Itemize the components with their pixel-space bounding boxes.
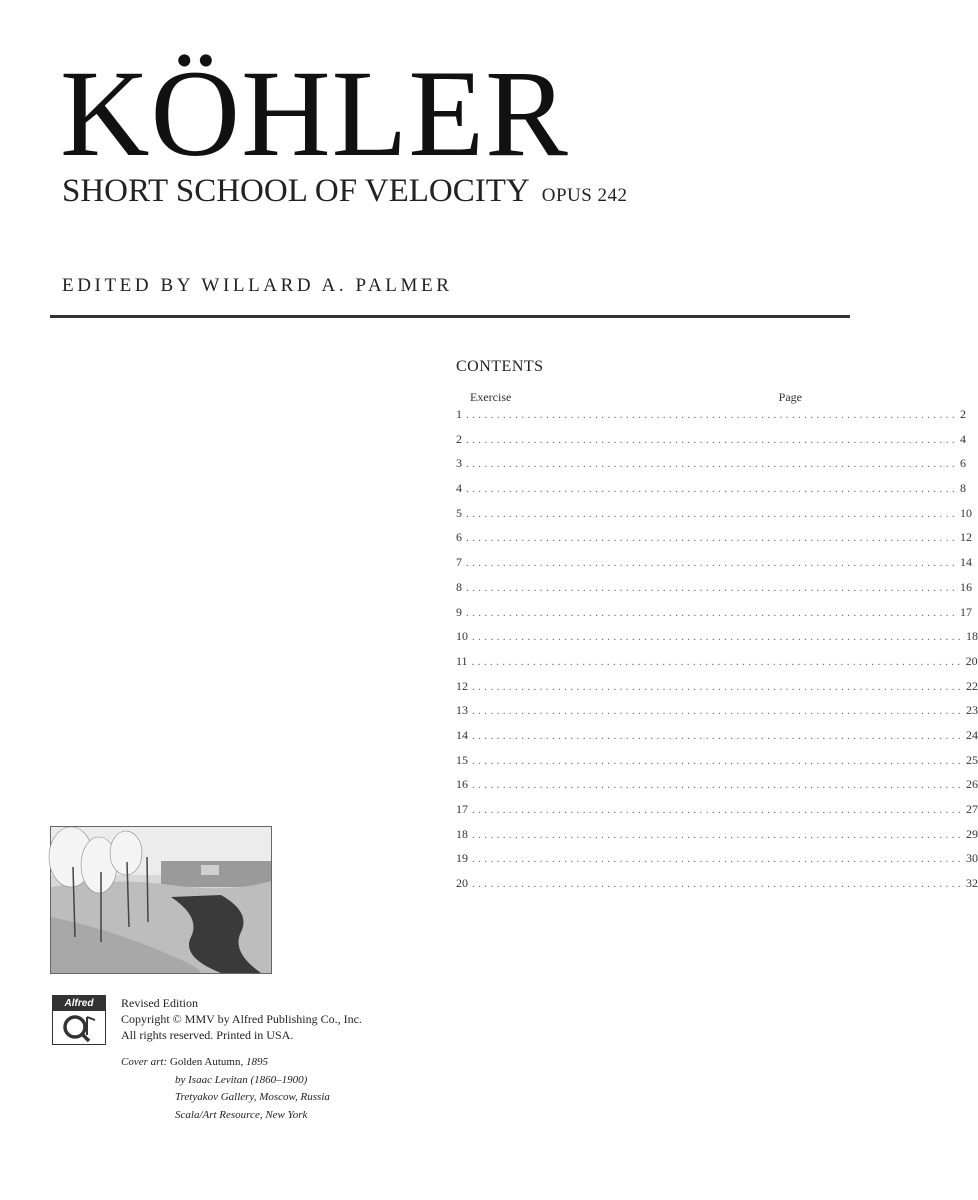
contents-row xyxy=(456,678,978,704)
page-number: 12 xyxy=(960,530,972,545)
page-number: 24 xyxy=(966,727,978,742)
work-title-text: SHORT SCHOOL OF VELOCITY xyxy=(62,173,530,209)
exercise-number: 10 xyxy=(456,629,468,644)
exercise-number: 19 xyxy=(456,851,468,866)
exercise-number: 5 xyxy=(456,505,462,520)
exercise-number: 7 xyxy=(456,555,462,570)
exercise-number: 1 xyxy=(456,407,462,421)
leader-dots: ................................................................................ xyxy=(472,828,964,841)
work-title xyxy=(62,173,628,210)
leader-dots: ................................................................................ xyxy=(466,557,958,570)
exercise-number: 15 xyxy=(456,752,468,767)
cover-art-credit xyxy=(121,1054,330,1124)
leader-dots: ................................................................................ xyxy=(472,878,964,891)
cover-art-line xyxy=(121,1054,330,1072)
leader-dots: ................................................................................ xyxy=(466,581,958,594)
exercise-number: 3 xyxy=(456,456,462,471)
leader-dots: ................................................................................ xyxy=(472,631,964,644)
cover-art-title: Golden Autumn, xyxy=(169,1056,244,1068)
editor-credit: EDITED BY WILLARD A. PALMER xyxy=(62,275,453,296)
page-number: 20 xyxy=(965,653,978,668)
exercise-number: 6 xyxy=(456,530,462,545)
rights-text: All rights reserved. Printed in USA. xyxy=(121,1028,294,1042)
page-number: 26 xyxy=(966,777,978,792)
leader-dots: ................................................................................ xyxy=(466,507,958,520)
alfred-logo-icon xyxy=(53,1011,105,1044)
leader-dots: ................................................................................ xyxy=(466,606,958,619)
contents-row xyxy=(456,802,978,827)
contents-title: CONTENTS xyxy=(456,358,544,375)
edition-text: Revised Edition xyxy=(121,996,198,1010)
composer-title: KÖHLER xyxy=(60,45,569,182)
exercise-number: 17 xyxy=(456,802,468,816)
contents-header xyxy=(456,390,806,405)
publisher-logo-text: Alfred xyxy=(53,996,105,1011)
leader-dots: ................................................................................ xyxy=(466,532,958,545)
contents-row xyxy=(456,456,966,481)
contents-row xyxy=(456,555,972,580)
leader-dots: ................................................................................ xyxy=(472,680,964,693)
page-number: 18 xyxy=(966,629,978,644)
page-number: 16 xyxy=(960,579,972,594)
exercise-number: 14 xyxy=(456,727,468,742)
contents-row xyxy=(456,851,978,876)
exercise-number: 12 xyxy=(456,678,468,693)
opus-number: OPUS 242 xyxy=(541,185,628,206)
contents-row xyxy=(456,481,966,506)
contents-row xyxy=(456,505,972,531)
leader-dots: ................................................................................ xyxy=(472,705,964,718)
leader-dots: ................................................................................ xyxy=(466,409,958,421)
page-number: 29 xyxy=(966,826,978,841)
cover-art-label: Cover art: xyxy=(121,1056,168,1068)
publisher-logo xyxy=(52,995,106,1045)
landscape-painting xyxy=(51,827,271,973)
copyright-text: Copyright © MMV by Alfred Publishing Co., Inc. xyxy=(121,1012,362,1026)
contents-row xyxy=(456,703,978,728)
page-number: 8 xyxy=(960,481,966,496)
leader-dots: ................................................................................ xyxy=(472,729,964,742)
exercise-number: 13 xyxy=(456,703,468,718)
page-number: 4 xyxy=(960,431,966,446)
page-number: 2 xyxy=(960,407,966,421)
page-number: 30 xyxy=(966,851,978,866)
contents-row xyxy=(456,876,978,901)
leader-dots: ................................................................................ xyxy=(472,754,964,767)
leader-dots: ................................................................................ xyxy=(472,853,964,866)
exercise-number: 2 xyxy=(456,431,462,446)
page-number: 32 xyxy=(966,876,978,891)
page-column-header: Page xyxy=(778,390,802,404)
cover-art-year: 1895 xyxy=(245,1056,268,1068)
contents-rows xyxy=(456,407,978,901)
page-number: 23 xyxy=(966,703,978,718)
contents-row xyxy=(456,604,972,630)
leader-dots: ................................................................................ xyxy=(472,804,964,816)
page-number: 22 xyxy=(966,678,978,693)
leader-dots: ................................................................................ xyxy=(466,483,958,496)
copyright-block xyxy=(121,995,362,1043)
cover-art-image xyxy=(50,826,272,974)
leader-dots: ................................................................................ xyxy=(466,433,958,446)
contents-row xyxy=(456,407,966,432)
contents-row xyxy=(456,777,978,802)
contents-row xyxy=(456,530,972,555)
page-number: 10 xyxy=(960,505,972,520)
leader-dots: ................................................................................ xyxy=(466,458,958,471)
page-number: 14 xyxy=(960,555,972,570)
exercise-number: 4 xyxy=(456,481,462,496)
exercise-number: 8 xyxy=(456,579,462,594)
exercise-number: 18 xyxy=(456,826,468,841)
contents-row xyxy=(456,579,972,605)
contents-table xyxy=(456,358,978,901)
exercise-number: 11 xyxy=(456,653,468,668)
contents-row xyxy=(456,727,978,753)
page-number: 27 xyxy=(966,802,978,816)
contents-row xyxy=(456,431,966,457)
artist-credit: by Isaac Levitan (1860–1900) xyxy=(175,1073,308,1086)
contents-row xyxy=(456,752,978,778)
exercise-number: 9 xyxy=(456,604,462,619)
page-number: 17 xyxy=(960,604,972,619)
leader-dots: ................................................................................ xyxy=(472,779,964,792)
contents-row xyxy=(456,629,978,654)
page-number: 6 xyxy=(960,456,966,471)
page-number: 25 xyxy=(966,752,978,767)
gallery-credit: Tretyakov Gallery, Moscow, Russia xyxy=(175,1091,330,1103)
leader-dots: ................................................................................ xyxy=(471,655,964,668)
contents-row xyxy=(456,653,978,679)
divider-rule xyxy=(50,315,850,318)
contents-row xyxy=(456,826,978,852)
exercise-number: 20 xyxy=(456,876,468,891)
source-credit: Scala/Art Resource, New York xyxy=(175,1108,308,1121)
exercise-number: 16 xyxy=(456,777,468,792)
exercise-column-header: Exercise xyxy=(470,390,512,404)
